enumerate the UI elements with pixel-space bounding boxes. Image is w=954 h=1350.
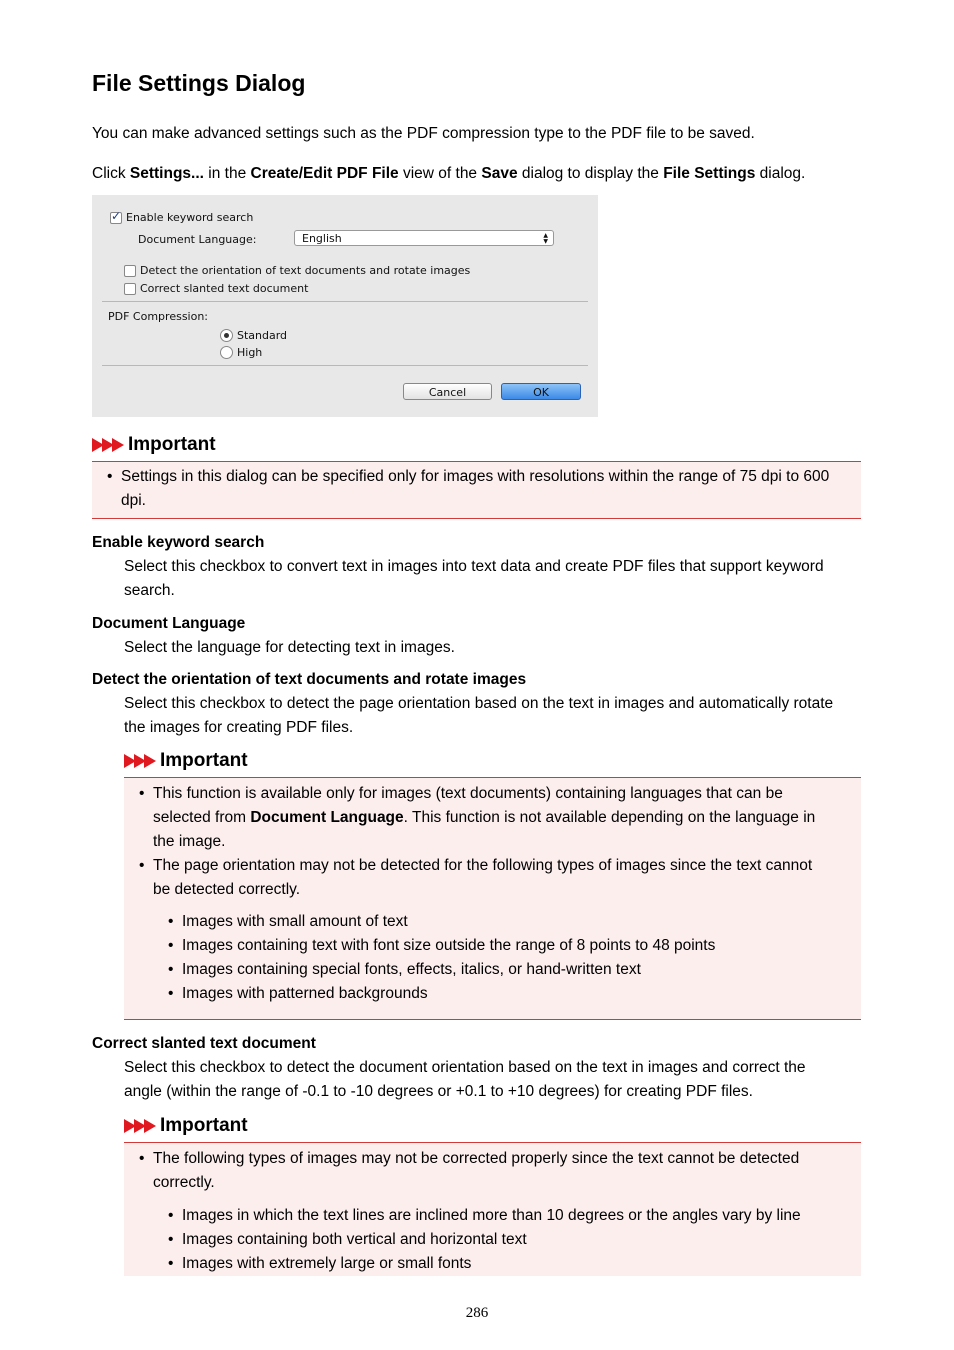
important-box: • This function is available only for images (text documents) containing languages that can be selected from Document Language. This function is not available depending on the language in the image. • The page orientation may not be detected for the following types of images since the text cannot be detected correctly. • Images with small amount of text • Images containing text with font size outside the range of 8 points to 48 points • Images containing special fonts, effects, italics, or hand-written text • Images with patterned backgrounds <box>124 777 861 1020</box>
desc-enable-keyword-search: Select this checkbox to convert text in images into text data and create PDF files that support keyword search. <box>124 558 824 599</box>
high-label: High <box>237 346 263 359</box>
important-chevrons-icon <box>124 1119 154 1133</box>
pdf-compression-label: PDF Compression: <box>108 310 209 323</box>
standard-label: Standard <box>237 329 288 342</box>
page-title: File Settings Dialog <box>92 70 306 96</box>
intro-paragraph: You can make advanced settings such as the PDF compression type to the PDF file to be saved. <box>92 125 755 142</box>
important-box: • Settings in this dialog can be specified only for images with resolutions within the range of 75 dpi to 600 dpi. <box>92 461 861 519</box>
desc-document-language: Select the language for detecting text in images. <box>124 639 455 656</box>
ok-button[interactable]: OK <box>501 383 581 400</box>
term-detect-orientation: Detect the orientation of text documents and rotate images <box>92 671 527 688</box>
term-correct-slanted: Correct slanted text document <box>92 1035 316 1052</box>
important-heading: Important <box>124 1115 248 1137</box>
correct-slanted-label: Correct slanted text document <box>140 282 309 295</box>
cancel-button[interactable]: Cancel <box>403 383 492 400</box>
document-language-select[interactable]: English ▲ ▼ <box>294 230 554 246</box>
desc-correct-slanted: Select this checkbox to detect the document orientation based on the text in images and correct the angle (within the range of -0.1 to -10 degrees or +0.1 to +10 degrees) for creating PDF files. <box>124 1059 806 1100</box>
term-enable-keyword-search: Enable keyword search <box>92 534 265 551</box>
desc-detect-orientation: Select this checkbox to detect the page orientation based on the text in images and automatically rotate the images for creating PDF files. <box>124 695 834 736</box>
detect-orientation-label: Detect the orientation of text documents and rotate images <box>140 264 471 277</box>
important-box: • The following types of images may not be corrected properly since the text cannot be detected correctly. • Images in which the text lines are inclined more than 10 degrees or the angles vary by line • Images containing both vertical and horizontal text • Images with extremely large or small fonts <box>124 1142 861 1276</box>
click-instruction: Click Settings... in the Create/Edit PDF File view of the Save dialog to display the File Settings dialog. <box>92 165 806 182</box>
dialog-divider <box>102 301 588 302</box>
important-chevrons-icon <box>124 754 154 768</box>
term-document-language: Document Language <box>92 615 246 632</box>
select-arrows-icon: ▲ ▼ <box>543 232 548 245</box>
file-settings-dialog <box>92 195 598 417</box>
dialog-divider <box>102 365 588 366</box>
standard-radio[interactable] <box>220 329 233 342</box>
document-language-label: Document Language: <box>138 233 257 246</box>
important-heading: Important <box>124 750 248 772</box>
enable-keyword-checkbox[interactable] <box>110 212 122 224</box>
detect-orientation-checkbox[interactable] <box>124 265 136 277</box>
high-radio[interactable] <box>220 346 233 359</box>
page-number: 286 <box>465 1305 489 1321</box>
enable-keyword-label: Enable keyword search <box>126 211 254 224</box>
correct-slanted-checkbox[interactable] <box>124 283 136 295</box>
important-chevrons-icon <box>92 438 122 452</box>
important-heading: Important <box>92 434 216 456</box>
